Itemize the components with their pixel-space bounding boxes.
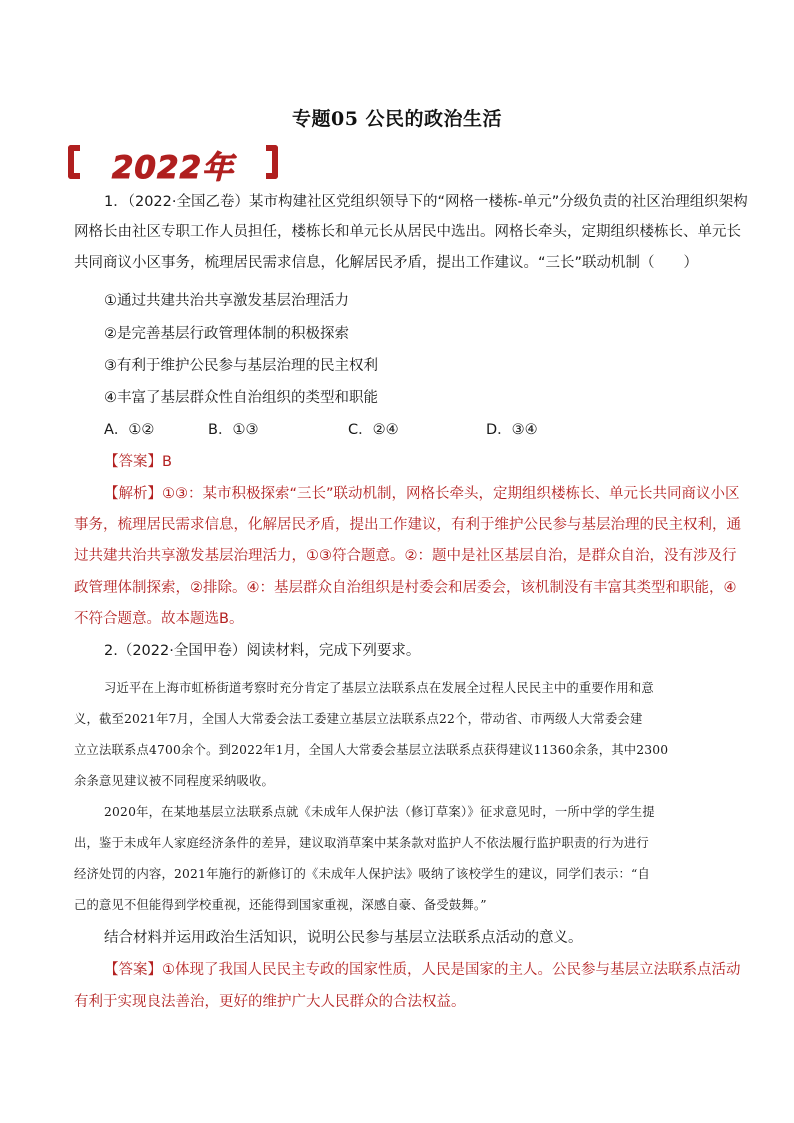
q2-material-line: 己的意见不但能得到学校重视，还能得到国家重视，深感自豪、备受鼓舞。” <box>74 898 487 912</box>
page-title: 专题05 公民的政治生活 <box>291 108 503 130</box>
q1-statement: ③有利于维护公民参与基层治理的民主权利 <box>104 358 378 374</box>
analysis-text: ①③：某市积极探索“三长”联动机制，网格长牵头，定期组织楼栋长、单元长共同商议小区 <box>162 486 740 502</box>
q1-analysis-line <box>104 484 740 504</box>
right-bracket-shape <box>266 145 278 179</box>
q1-statement: ②是完善基层行政管理体制的积极探索 <box>104 326 349 342</box>
left-bracket-shape <box>68 145 80 179</box>
q2-material-line: 出，鉴于未成年人家庭经济条件的差异，建议取消草案中某条款对监护人不依法履行监护职责的行为进行 <box>74 836 649 850</box>
q1-analysis-line: 事务，梳理居民需求信息，化解居民矛盾，提出工作建议，有利于维护公民参与基层治理的民主权利，通 <box>74 517 741 533</box>
year-section-badge <box>68 145 278 186</box>
q1-option-a: A．①② <box>104 422 155 438</box>
q2-material-line: 立立法联系点4700余个。到2022年1月，全国人大常委会基层立法联系点获得建议11360余条，其中2300 <box>74 743 669 757</box>
q2-header: 2.（2022·全国甲卷）阅读材料，完成下列要求。 <box>104 643 421 659</box>
answer-value: B <box>162 454 172 470</box>
q2-answer-line: 有利于实现良法善治，更好的维护广大人民群众的合法权益。 <box>74 994 466 1010</box>
q2-material-line: 义，截至2021年7月，全国人大常委会法工委建立基层立法联系点22个，带动省、市两级人大常委会建 <box>74 712 643 726</box>
q1-statement: ①通过共建共治共享激发基层治理活力 <box>104 293 349 309</box>
q2-material-line: 经济处罚的内容，2021年施行的新修订的《未成年人保护法》吸纳了该校学生的建议，同学们表示：“自 <box>74 867 650 881</box>
q1-option-b: B．①③ <box>208 422 259 438</box>
q1-analysis-line: 不符合题意。故本题选B。 <box>74 611 244 627</box>
q1-analysis-line: 政管理体制探索，②排除。④：基层群众自治组织是村委会和居委会，该机制没有丰富其类型和职能，④ <box>74 580 737 596</box>
q2-material-line: 习近平在上海市虹桥街道考察时充分肯定了基层立法联系点在发展全过程人民民主中的重要作用和意 <box>104 681 654 695</box>
q1-stem-line: 网格长由社区专职工作人员担任，楼栋长和单元长从居民中选出。网格长牵头，定期组织楼栋长、单元长 <box>74 224 741 240</box>
q2-material-line: 2020年，在某地基层立法联系点就《未成年人保护法（修订草案）》征求意见时，一所中学的学生提 <box>104 805 655 819</box>
q1-option-c: C．②④ <box>348 422 399 438</box>
q1-answer <box>104 452 724 472</box>
q2-answer-line <box>104 960 741 980</box>
q2-question: 结合材料并运用政治生活知识，说明公民参与基层立法联系点活动的意义。 <box>104 930 583 946</box>
q1-statement: ④丰富了基层群众性自治组织的类型和职能 <box>104 390 378 406</box>
year-badge-label: 2022年 <box>111 150 235 186</box>
q2-material-line: 余条意见建议被不同程度采纳吸收。 <box>74 774 274 788</box>
answer-tag: 【答案】 <box>104 454 162 470</box>
q1-analysis-line: 过共建共治共享激发基层治理活力，①③符合题意。②：题中是社区基层自治，是群众自治，没有涉及行 <box>74 548 737 564</box>
q1-stem-line: 共同商议小区事务，梳理居民需求信息，化解居民矛盾，提出工作建议。“三长”联动机制（ ） <box>74 255 699 271</box>
answer-text: ①体现了我国人民民主专政的国家性质，人民是国家的主人。公民参与基层立法联系点活动 <box>162 962 741 978</box>
q1-stem-line: 1．（2022·全国乙卷）某市构建社区党组织领导下的“网格一楼栋-单元”分级负责的社区治理组织架构 <box>104 194 748 210</box>
answer-tag: 【答案】 <box>104 962 162 978</box>
q1-option-d: D．③④ <box>486 422 538 438</box>
analysis-tag: 【解析】 <box>104 486 162 502</box>
